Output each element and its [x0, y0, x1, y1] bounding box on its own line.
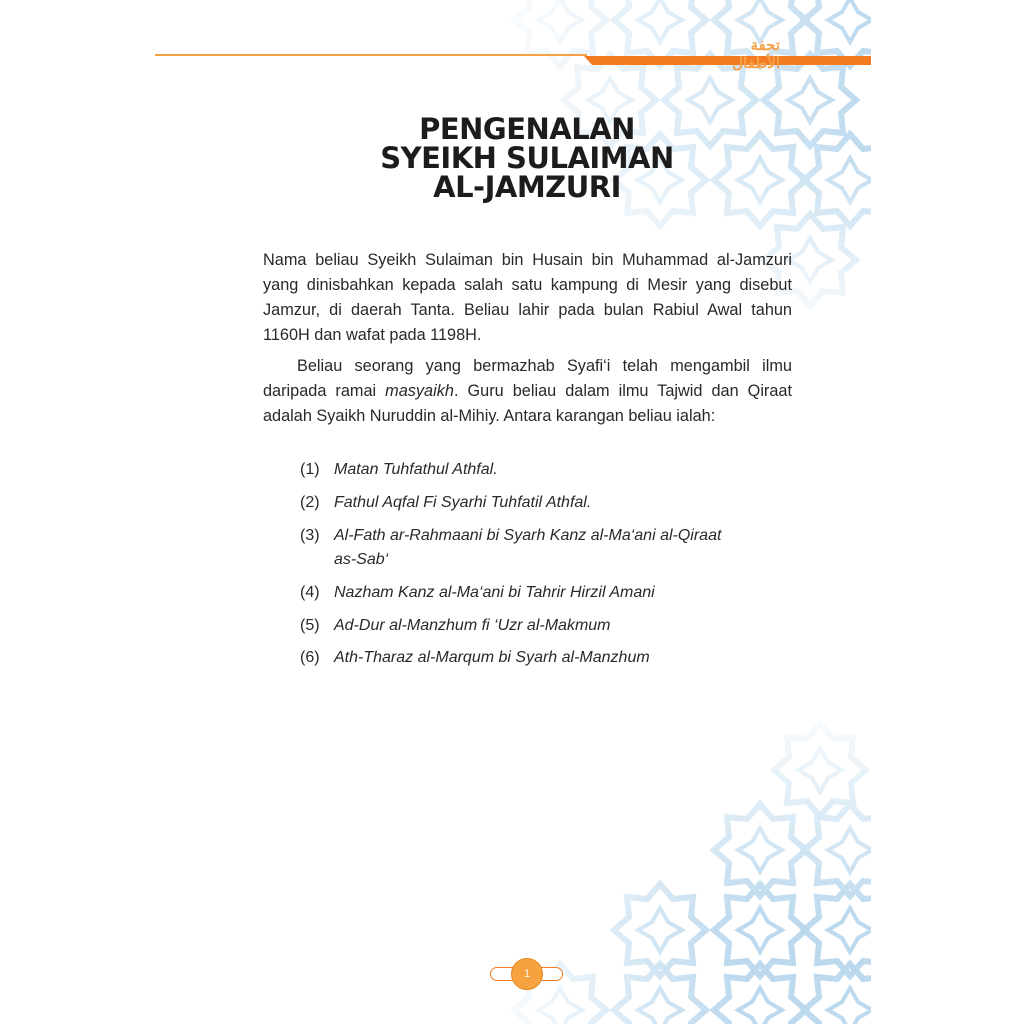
list-item-number: (2) — [300, 494, 320, 511]
list-item-text: Fathul Aqfal Fi Syarhi Tuhfatil Athfal. — [334, 494, 592, 511]
list-item-text: Nazham Kanz al-Ma‘ani bi Tahrir Hirzil Amani — [334, 584, 655, 601]
paragraph-2-text-b: . Guru beliau dalam ilmu Tajwid dan Qiraat adalah Syaikh Nuruddin al-Mihiy. Antara karangan beliau ialah: — [263, 382, 792, 425]
chapter-title-line-2: SYEIKH SULAIMAN — [380, 141, 674, 175]
list-item-text: Matan Tuhfathul Athfal. — [334, 461, 498, 478]
chapter-title-line-1: PENGENALAN — [419, 112, 635, 146]
list-item-text: Ath-Tharaz al-Marqum bi Syarh al-Manzhum — [334, 649, 650, 666]
list-item-number: (4) — [300, 584, 320, 601]
list-item-number: (3) — [300, 527, 320, 544]
running-header-title: تحفة الأطفال — [732, 37, 780, 72]
paragraph-1: Nama beliau Syeikh Sulaiman bin Husain bin Muhammad al-Jamzuri yang dinisbahkan kepada salah satu kampung di Mesir yang disebut Jamzur, di daerah Tanta. Beliau lahir pada bulan Rabiul Awal tahun 1160H dan wafat pada 1198H. — [263, 251, 792, 344]
page-number: 1 — [511, 958, 543, 990]
list-item-number: (5) — [300, 617, 320, 634]
list-item-text: Al-Fath ar-Rahmaani bi Syarh Kanz al-Ma‘ani al-Qiraat as-Sab‘ — [334, 527, 722, 568]
chapter-title — [300, 112, 754, 204]
page-margin-right — [871, 0, 1024, 1024]
paragraph-2-text-a: Beliau seorang yang bermazhab Syafi‘i telah mengambil ilmu daripada ramai — [263, 357, 792, 400]
paragraph-2 — [263, 354, 792, 429]
list-item-text: Ad-Dur al-Manzhum fi ‘Uzr al-Makmum — [334, 617, 611, 634]
chapter-title-line-3: AL-JAMZURI — [433, 170, 621, 204]
list-item-number: (1) — [300, 461, 320, 478]
list-item-number: (6) — [300, 649, 320, 666]
paragraph-2-italic-term: masyaikh — [385, 382, 454, 400]
header-rule — [155, 54, 587, 56]
